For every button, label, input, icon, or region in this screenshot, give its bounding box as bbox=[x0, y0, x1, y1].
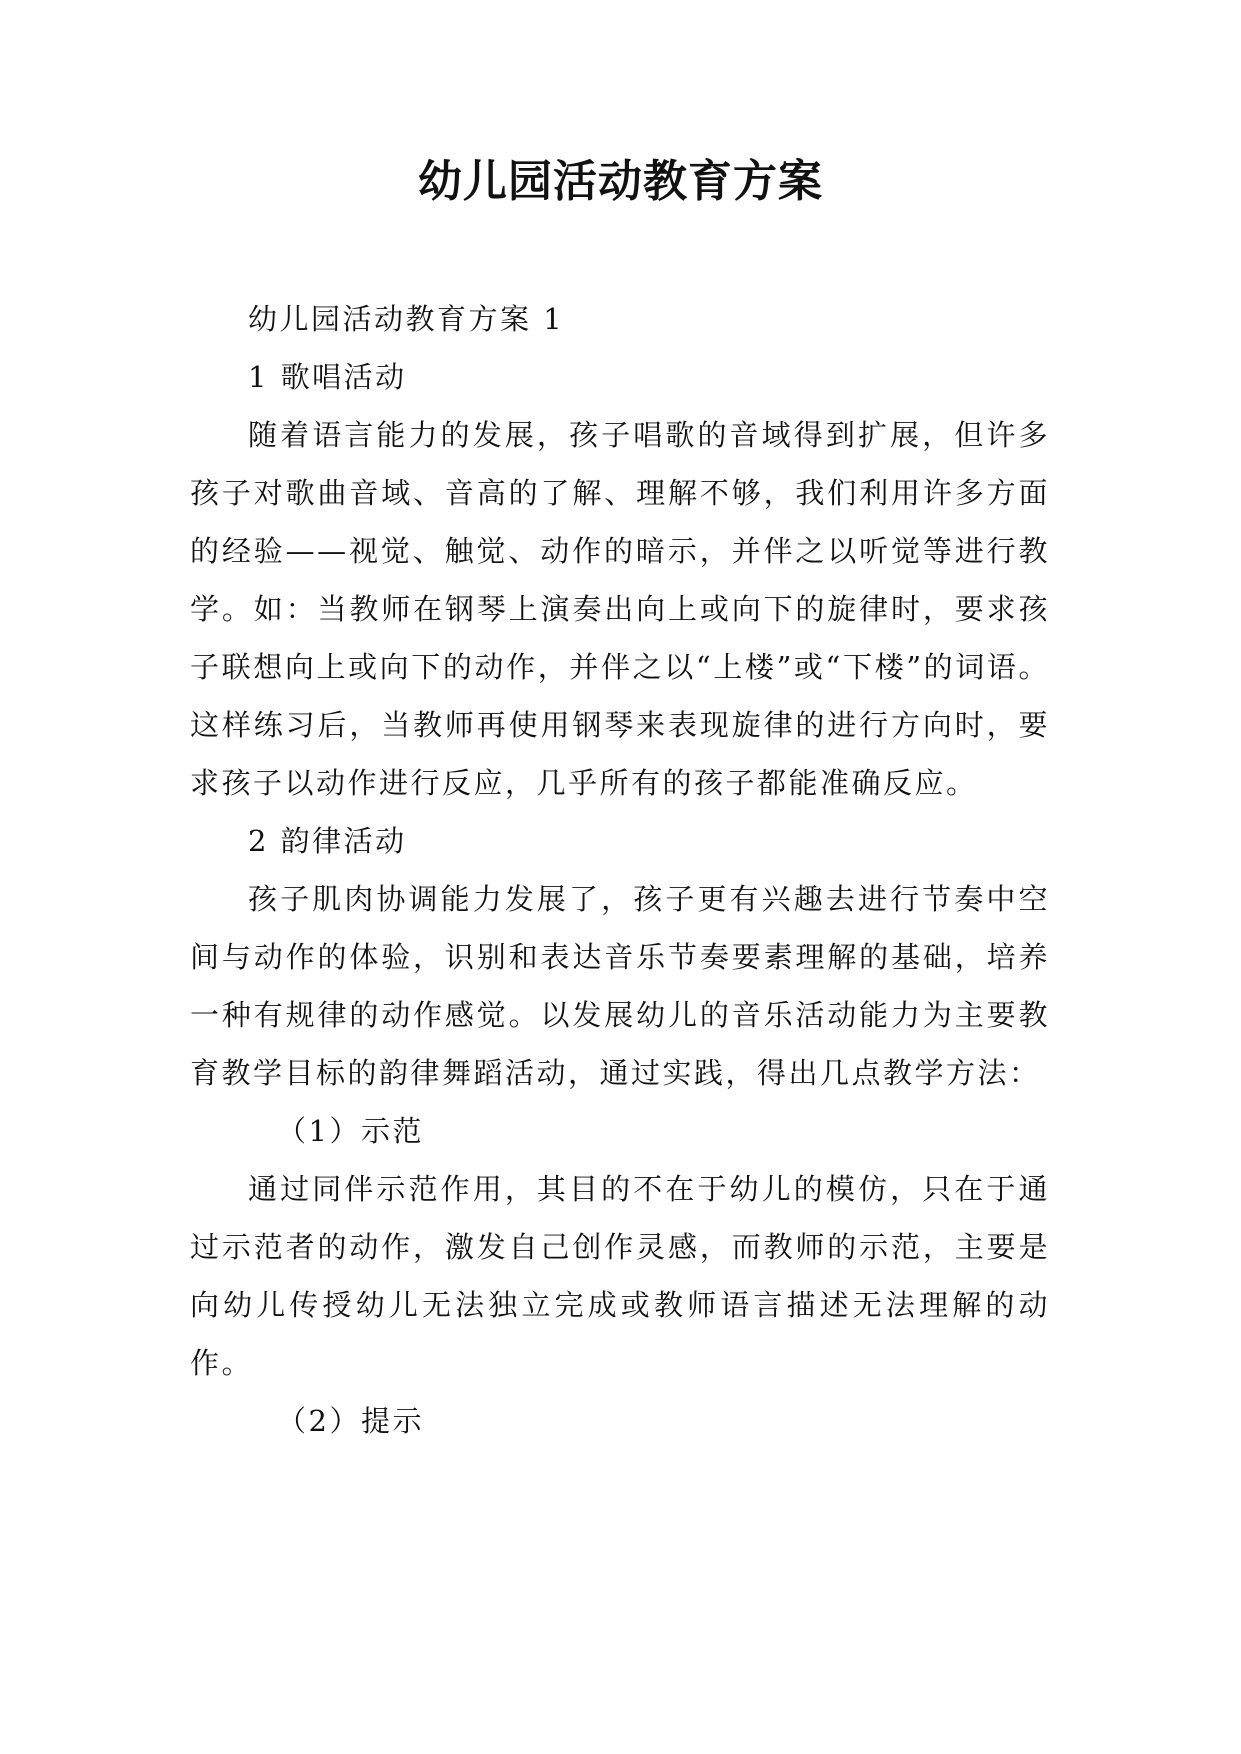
subheading-prompt: （2）提示 bbox=[277, 1404, 424, 1438]
document-body bbox=[190, 290, 1050, 1450]
document-title: 幼儿园活动教育方案 bbox=[418, 156, 823, 207]
paragraph-demonstration: 通过同伴示范作用，其目的不在于幼儿的模仿，只在于通过示范者的动作，激发自己创作灵感，而教师的示范，主要是向幼儿传授幼儿无法独立完成或教师语言描述无法理解的动作。 bbox=[190, 1172, 1050, 1380]
section-heading: 幼儿园活动教育方案 1 bbox=[248, 302, 565, 336]
paragraph-rhythm: 孩子肌肉协调能力发展了，孩子更有兴趣去进行节奏中空间与动作的体验，识别和表达音乐节奏要素理解的基础，培养一种有规律的动作感觉。以发展幼儿的音乐活动能力为主要教育教学目标的韵律舞蹈活动，通过实践，得出几点教学方法： bbox=[190, 882, 1050, 1090]
paragraph-singing: 随着语言能力的发展，孩子唱歌的音域得到扩展，但许多孩子对歌曲音域、音高的了解、理解不够，我们利用许多方面的经验——视觉、触觉、动作的暗示，并伴之以听觉等进行教学。如：当教师在钢琴上演奏出向上或向下的旋律时，要求孩子联想向上或向下的动作，并伴之以“上楼”或“下楼”的词语。这样练习后，当教师再使用钢琴来表现旋律的进行方向时，要求孩子以动作进行反应，几乎所有的孩子都能准确反应。 bbox=[190, 418, 1050, 800]
heading-singing-activity: 1 歌唱活动 bbox=[248, 360, 407, 394]
heading-rhythm-activity: 2 韵律活动 bbox=[248, 824, 407, 858]
subheading-demonstration: （1）示范 bbox=[277, 1114, 424, 1148]
